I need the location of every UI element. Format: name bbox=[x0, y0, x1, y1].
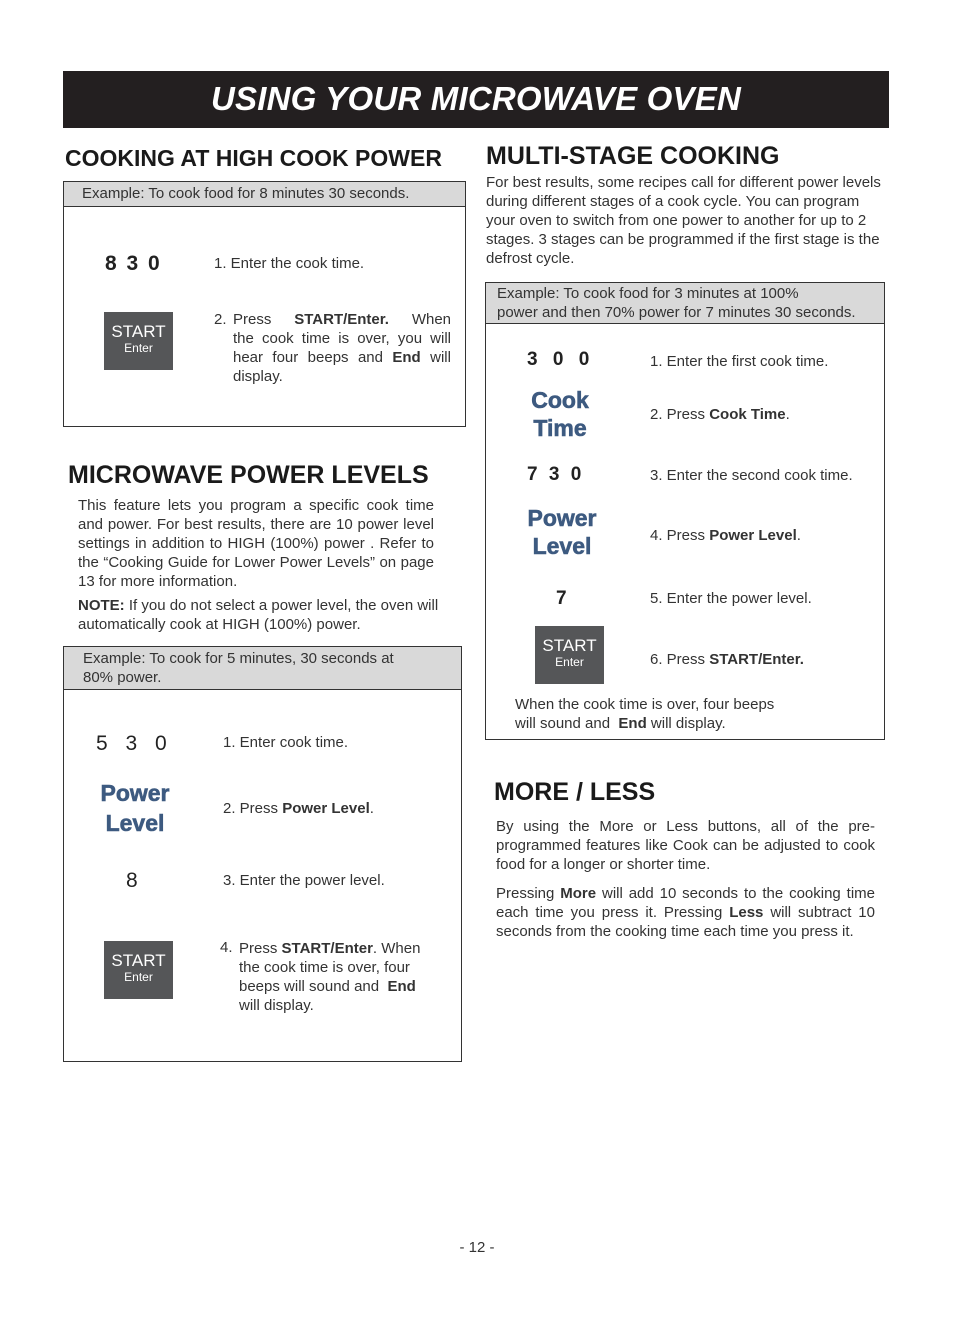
multi-stage-heading: MULTI-STAGE COOKING bbox=[486, 142, 780, 170]
high-power-heading: COOKING AT HIGH COOK POWER bbox=[65, 145, 442, 171]
multi-second-time-digits: 7 3 0 bbox=[527, 464, 582, 485]
text: beeps will sound and bbox=[239, 978, 380, 995]
power-step-2 bbox=[223, 799, 374, 818]
multi-step-1: 1. Enter the first cook time. bbox=[650, 353, 829, 370]
power-level-key bbox=[96, 779, 174, 837]
multi-step-2 bbox=[650, 405, 790, 424]
text: the cook time is over, you will bbox=[233, 330, 451, 347]
text: . When bbox=[372, 940, 421, 957]
start-enter-key bbox=[104, 941, 173, 999]
text: will subtract 10 seconds from the cooking time each time you press it. bbox=[496, 904, 875, 940]
text: . bbox=[369, 800, 374, 817]
high-step-1: 1. Enter the cook time. bbox=[214, 255, 365, 272]
text: the cook time is over, four bbox=[239, 959, 410, 976]
high-power-example-box bbox=[63, 181, 466, 427]
note-label: NOTE: bbox=[78, 597, 125, 614]
text-bold: START/Enter bbox=[281, 940, 373, 957]
power-step-4-num: 4. bbox=[220, 939, 233, 956]
text: power and then 70% power for 7 minutes 30 seconds. bbox=[497, 304, 856, 321]
text: Example: To cook for 5 minutes, 30 seconds at bbox=[83, 650, 394, 667]
text: 2. Press bbox=[223, 800, 279, 817]
text: will display. bbox=[239, 997, 314, 1014]
power-levels-description: This feature lets you program a specific cook time and power. For best results, there are 10 power level settings in addition to HIGH (100%) power . Refer to the “Cooking Guide for Lower Power Levels” on page 13 for more information. bbox=[78, 497, 434, 590]
start-enter-key bbox=[535, 626, 604, 684]
text-bold: End bbox=[618, 715, 647, 732]
multi-step-6 bbox=[650, 650, 804, 669]
enter-key-label: Enter bbox=[124, 341, 153, 355]
start-key-label: START bbox=[111, 951, 166, 970]
power-cook-time-digits: 5 3 0 bbox=[96, 732, 167, 755]
multi-power-level-digit: 7 bbox=[556, 588, 567, 609]
page-number: - 12 - bbox=[459, 1239, 495, 1256]
text: When the cook time is over, four beeps bbox=[515, 696, 775, 713]
power-level-key bbox=[521, 504, 603, 560]
key-text: Level bbox=[532, 533, 592, 559]
text: will sound and bbox=[515, 715, 611, 732]
note-text: If you do not select a power level, the oven will automatically cook at HIGH (100%) power. bbox=[78, 597, 439, 633]
power-levels-note bbox=[78, 596, 456, 634]
text-bold: Less bbox=[729, 904, 764, 921]
power-step-1: 1. Enter cook time. bbox=[223, 734, 349, 751]
high-cook-time-digits: 8 3 0 bbox=[105, 252, 160, 275]
more-less-paragraph-2 bbox=[496, 884, 875, 941]
enter-key-label: Enter bbox=[124, 970, 153, 984]
start-key-label: START bbox=[542, 636, 597, 655]
cook-time-key bbox=[521, 386, 599, 442]
text-bold: Power Level bbox=[709, 527, 797, 544]
text: 6. Press bbox=[650, 651, 706, 668]
multi-stage-intro: For best results, some recipes call for different power levels during different stages of a cook cycle. You can program your oven to switch from one power to another for up to 2 stages. 3 stages can be programmed if the first stage is the defrost cycle. bbox=[486, 174, 881, 267]
text: will display. bbox=[650, 715, 726, 732]
multi-stage-example bbox=[486, 283, 884, 324]
key-text: Time bbox=[533, 415, 587, 441]
key-text: Cook bbox=[531, 387, 589, 413]
more-less-heading: MORE / LESS bbox=[494, 778, 656, 806]
key-text: Power bbox=[100, 780, 170, 806]
text-bold: End bbox=[387, 978, 416, 995]
text-bold: More bbox=[560, 885, 597, 902]
text-bold: START/Enter. bbox=[709, 651, 804, 668]
text: display. bbox=[233, 368, 283, 385]
start-key-label: START bbox=[111, 322, 166, 341]
text: . bbox=[785, 406, 790, 423]
high-step-2-num: 2. bbox=[214, 311, 227, 328]
high-step-2 bbox=[233, 310, 451, 386]
more-less-paragraph-1: By using the More or Less buttons, all of the pre-programmed features like Cook can be adjusted to cook food for a longer or shorter time. bbox=[496, 818, 875, 873]
text: 4. Press bbox=[650, 527, 706, 544]
key-text: Power bbox=[527, 505, 597, 531]
multi-step-4 bbox=[650, 526, 801, 545]
page-title: USING YOUR MICROWAVE OVEN bbox=[210, 80, 741, 117]
multi-step-3: 3. Enter the second cook time. bbox=[650, 467, 853, 484]
text: will bbox=[430, 349, 451, 366]
text: 80% power. bbox=[83, 669, 162, 686]
page-banner bbox=[63, 71, 889, 128]
text: 2. Press bbox=[650, 406, 706, 423]
text-bold: End bbox=[392, 349, 421, 366]
power-step-4 bbox=[239, 939, 449, 1015]
multi-end-note bbox=[515, 695, 774, 733]
text: Press bbox=[233, 311, 272, 328]
text: . bbox=[796, 527, 801, 544]
text-bold: Power Level bbox=[282, 800, 370, 817]
power-step-3: 3. Enter the power level. bbox=[223, 872, 385, 889]
text: When bbox=[411, 311, 452, 328]
start-enter-key bbox=[104, 312, 173, 370]
key-text: Level bbox=[105, 810, 165, 836]
multi-step-5: 5. Enter the power level. bbox=[650, 590, 812, 607]
power-level-digit: 8 bbox=[126, 869, 138, 892]
text: Press bbox=[239, 940, 278, 957]
high-power-example: Example: To cook food for 8 minutes 30 seconds. bbox=[64, 182, 465, 207]
text-bold: START/Enter. bbox=[294, 311, 389, 328]
power-levels-example bbox=[64, 647, 461, 690]
enter-key-label: Enter bbox=[555, 655, 584, 669]
text: Example: To cook food for 3 minutes at 100% bbox=[497, 285, 799, 302]
text: will add 10 seconds to the cooking time each time you press it. Pressing bbox=[496, 885, 875, 921]
text: Pressing bbox=[496, 885, 555, 902]
text: hear four beeps and bbox=[233, 349, 383, 366]
power-levels-heading: MICROWAVE POWER LEVELS bbox=[68, 461, 429, 489]
multi-first-time-digits: 3 0 0 bbox=[527, 349, 590, 370]
text-bold: Cook Time bbox=[709, 406, 786, 423]
